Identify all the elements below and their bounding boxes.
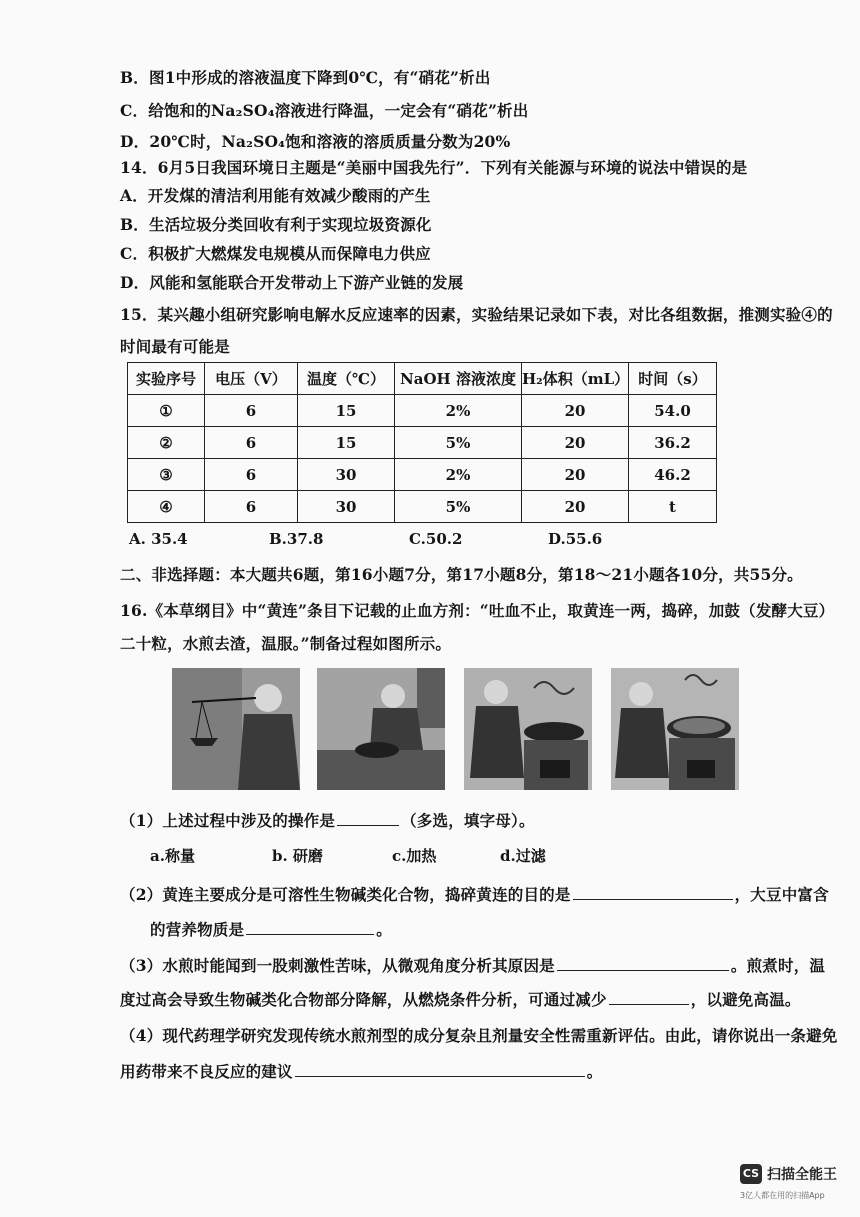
q15-option-a: A. 35.4	[129, 530, 188, 548]
table-row	[128, 427, 717, 459]
scanner-logo-icon: CS	[740, 1164, 762, 1184]
table-cell: 54.0	[629, 395, 717, 427]
q16-part3	[120, 954, 825, 976]
table-cell: 20	[522, 395, 629, 427]
q16-part1-option-b: b. 研磨	[272, 847, 323, 865]
table-cell: ③	[128, 459, 205, 491]
q16-part2b-suffix: 。	[376, 920, 392, 939]
table-cell: 5%	[395, 491, 522, 523]
q14-option-b: B．生活垃圾分类回收有利于实现垃圾资源化	[120, 215, 432, 234]
q16-part1-option-a: a.称量	[150, 847, 195, 865]
section-heading: 二、非选择题：本大题共6题，第16小题7分，第17小题8分，第18～21小题各10分，共55分。	[120, 565, 803, 584]
table-cell: 30	[298, 491, 395, 523]
q16-part1-option-c: c.加热	[392, 847, 437, 865]
table-header-cell: H₂体积（mL）	[522, 363, 629, 395]
table-header-cell: 实验序号	[128, 363, 205, 395]
q14-option-c: C．积极扩大燃煤发电规模从而保障电力供应	[120, 244, 431, 263]
q14-stem: 14．6月5日我国环境日主题是“美丽中国我先行”．下列有关能源与环境的说法中错误的是	[120, 158, 748, 177]
q16-part2-suffix: ，大豆中富含	[734, 885, 829, 904]
answer-blank[interactable]	[609, 990, 689, 1005]
q13-option-b: B．图1中形成的溶液温度下降到0℃，有“硝花”析出	[120, 68, 491, 87]
q16-stem-line2: 二十粒，水煎去渣，温服。”制备过程如图所示。	[120, 634, 452, 653]
weighing-illustration	[172, 668, 300, 790]
q15-option-b: B.37.8	[269, 530, 324, 548]
preparation-process-figure	[172, 668, 742, 792]
table-header-row	[128, 363, 717, 395]
q15-stem-line2: 时间最有可能是	[120, 337, 230, 356]
table-row	[128, 395, 717, 427]
answer-blank[interactable]	[557, 956, 729, 971]
table-cell: 6	[205, 459, 298, 491]
table-cell: t	[629, 491, 717, 523]
scanner-app-name: 扫描全能王	[767, 1167, 837, 1183]
q16-part2b-prefix: 的营养物质是	[150, 920, 245, 939]
table-cell: 5%	[395, 427, 522, 459]
table-cell: ④	[128, 491, 205, 523]
table-header-cell: 温度（℃）	[298, 363, 395, 395]
q15-option-d: D.55.6	[548, 530, 603, 548]
q15-stem-line1: 15．某兴趣小组研究影响电解水反应速率的因素，实验结果记录如下表，对比各组数据，推测实验④的	[120, 305, 833, 324]
q16-part1-suffix: （多选，填字母）。	[401, 811, 535, 830]
heating-illustration	[464, 668, 592, 790]
grinding-illustration	[317, 668, 445, 790]
table-header-cell: 时间（s）	[629, 363, 717, 395]
table-cell: 20	[522, 427, 629, 459]
table-cell: 20	[522, 459, 629, 491]
table-cell: 15	[298, 427, 395, 459]
q16-part4b-suffix: 。	[586, 1062, 603, 1081]
table-cell: 6	[205, 395, 298, 427]
answer-blank[interactable]	[246, 920, 374, 935]
table-cell: 2%	[395, 459, 522, 491]
q16-part4: （4）现代药理学研究发现传统水煎剂型的成分复杂且剂量安全性需重新评估。由此，请你说出一条避免	[120, 1026, 838, 1045]
q16-part3-suffix: 。煎煮时，温	[730, 956, 826, 975]
answer-blank[interactable]	[337, 811, 399, 826]
table-cell: ②	[128, 427, 205, 459]
answer-blank[interactable]	[295, 1062, 585, 1077]
q16-part3b-prefix: 度过高会导致生物碱类化合物部分降解，从燃烧条件分析，可通过减少	[120, 990, 607, 1009]
table-cell: 15	[298, 395, 395, 427]
q16-part4-continued	[120, 1060, 602, 1082]
table-header-cell: NaOH 溶液浓度	[395, 363, 522, 395]
table-cell: 36.2	[629, 427, 717, 459]
table-cell: 46.2	[629, 459, 717, 491]
scanner-watermark	[740, 1162, 850, 1210]
table-row	[128, 491, 717, 523]
table-cell: 6	[205, 491, 298, 523]
scanner-tagline: 3亿人都在用的扫描App	[740, 1191, 825, 1200]
q14-option-d: D．风能和氢能联合开发带动上下游产业链的发展	[120, 273, 464, 292]
q16-part2-continued	[150, 918, 392, 940]
q16-part1	[120, 809, 535, 831]
table-row	[128, 459, 717, 491]
q13-option-d: D．20℃时，Na₂SO₄饱和溶液的溶质质量分数为20%	[120, 132, 511, 151]
q16-part3b-suffix: ，以避免高温。	[690, 990, 801, 1009]
table-header-cell: 电压（V）	[205, 363, 298, 395]
q16-part2-prefix: （2）黄连主要成分是可溶性生物碱类化合物，捣碎黄连的目的是	[120, 885, 571, 904]
table-cell: 2%	[395, 395, 522, 427]
q15-option-c: C.50.2	[409, 530, 463, 548]
answer-blank[interactable]	[573, 885, 733, 900]
q16-part4b-prefix: 用药带来不良反应的建议	[120, 1062, 293, 1081]
table-cell: 30	[298, 459, 395, 491]
q16-part1-option-d: d.过滤	[500, 847, 546, 865]
table-cell: 20	[522, 491, 629, 523]
q16-part2	[120, 883, 829, 905]
table-cell: 6	[205, 427, 298, 459]
q16-stem-line1: 16.《本草纲目》中“黄连”条目下记载的止血方剂：“吐血不止，取黄连一两，捣碎，加鼓（发酵大豆）	[120, 601, 835, 620]
experiment-table	[127, 362, 717, 523]
table-cell: ①	[128, 395, 205, 427]
filtering-illustration	[611, 668, 739, 790]
q16-part1-prefix: （1）上述过程中涉及的操作是	[120, 811, 336, 830]
q13-option-c: C．给饱和的Na₂SO₄溶液进行降温，一定会有“硝花”析出	[120, 101, 529, 120]
q14-option-a: A．开发煤的清洁利用能有效减少酸雨的产生	[120, 186, 431, 205]
q16-part3-continued	[120, 988, 801, 1010]
q16-part3-prefix: （3）水煎时能闻到一股刺激性苦味，从微观角度分析其原因是	[120, 956, 555, 975]
